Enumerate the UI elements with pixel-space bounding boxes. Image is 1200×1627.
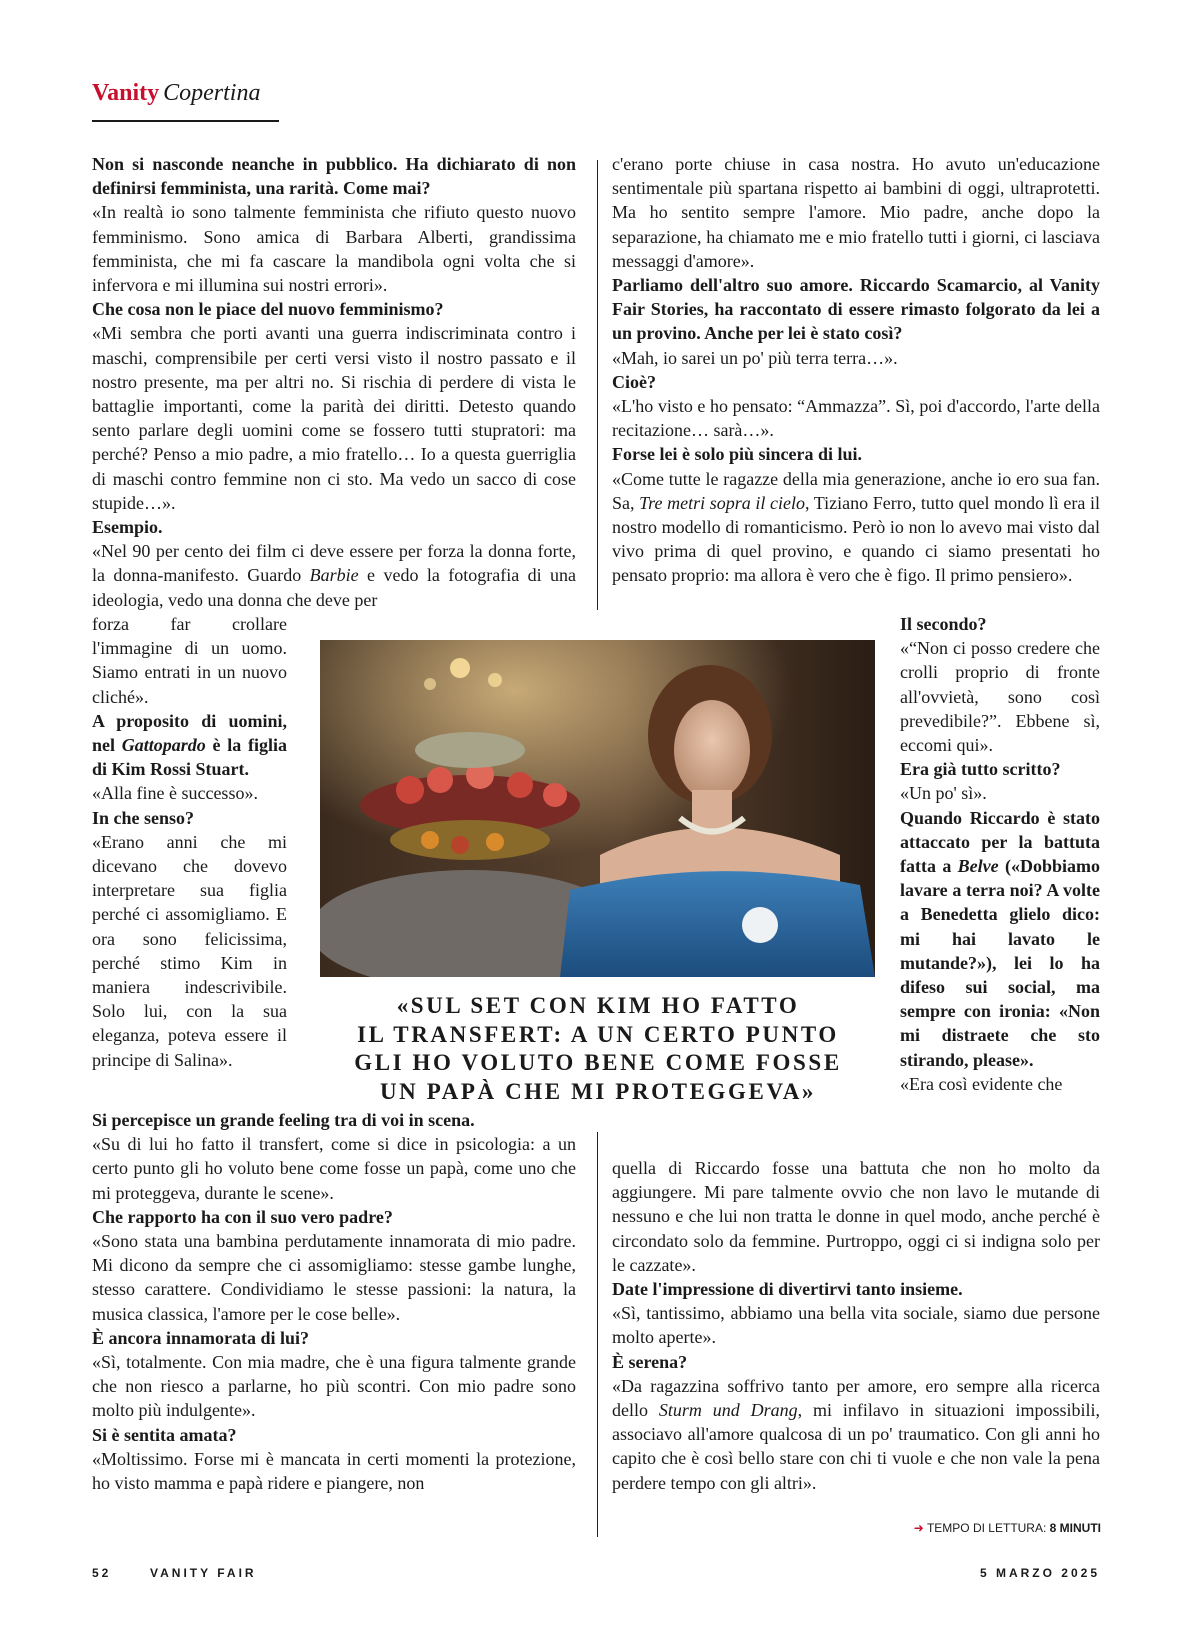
column-divider	[597, 1132, 598, 1537]
cover-photo	[320, 640, 875, 977]
question: Che rapporto ha con il suo vero padre?	[92, 1206, 393, 1227]
question: È serena?	[612, 1351, 688, 1372]
question: A proposito di uomini, nel Gattopardo è la figlia di Kim Rossi Stuart.	[92, 710, 287, 780]
article-col1-top	[92, 152, 576, 612]
answer: «“Non ci posso credere che crolli proprio di fronte all'ovvietà, sono così prevedibile?”. Ebbene sì, eccomi qui».	[900, 638, 1100, 756]
brand-logo: Vanity	[92, 80, 160, 106]
question: Esempio.	[92, 517, 163, 538]
article-col2-top	[612, 152, 1100, 588]
answer: «Mah, io sarei un po' più terra terra…».	[612, 347, 898, 368]
question: Parliamo dell'altro suo amore. Riccardo Scamarcio, al Vanity Fair Stories, ha raccontato di essere rimasto folgorato da lei a un provino. Anche per lei è stato così?	[612, 275, 1100, 344]
answer: «L'ho visto e ho pensato: “Ammazza”. Sì, poi d'accordo, l'arte della recitazione… sarà…».	[612, 396, 1100, 441]
arrow-right-icon: ➜	[913, 1521, 924, 1535]
answer: «Era così evidente che	[900, 1073, 1063, 1094]
answer: c'erano porte chiuse in casa nostra. Ho avuto un'educazione sentimentale più spartana rispetto ai bambini di oggi, ultraprotetti. Ma ho sentito sempre l'amore. Mio padre, anche dopo la separazione, ha chiamato me e mio fratello tutti i giorni, ci lasciava messaggi d'amore».	[612, 154, 1100, 271]
answer: «Su di lui ho fatto il transfert, come si dice in psicologia: a un certo punto gli ho voluto bene come fosse un papà, come uno che mi proteggeva, durante le scene».	[92, 1134, 576, 1203]
question: In che senso?	[92, 807, 195, 828]
issue-date: 5 MARZO 2025	[979, 1566, 1100, 1580]
answer: «In realtà io sono talmente femminista che rifiuto questo nuovo femminismo. Sono amica di Barbara Alberti, grandissima femminista, che mi fa cascare la mandibola ogni volta che si infervora e mi illumina sui nostri errori».	[92, 202, 576, 296]
answer: «Mi sembra che porti avanti una guerra indiscriminata contro i maschi, comprensibile per certi versi visto il nostro passato e il nostro presente, ma per altri no. Si rischia di perdere di vista le battaglie importanti, come la parità dei diritti. Detesto quando sento parlare degli uomini come se fossero tutti stupratori: ma perché? Penso a mio padre, a mio fratello… Io a questa guerriglia di maschi contro femmine non ci sto. Ma vedo un sacco di cose stupide…».	[92, 323, 576, 513]
question: Cioè?	[612, 371, 656, 392]
answer: «Un po' sì».	[900, 783, 987, 804]
column-divider	[597, 160, 598, 610]
article-col1-bottom	[92, 1108, 576, 1495]
question: Quando Riccardo è stato attaccato per la battuta fatta a Belve («Dobbiamo lavare a terra noi? A volte a Benedetta glielo dico: mi hai lavato le mutande?»), lei lo ha difeso sui social, ma sempre con ironia: «Non mi distraete che sto stirando, please».	[900, 807, 1101, 1070]
page-number: 52	[92, 1566, 112, 1580]
section-header	[92, 80, 279, 122]
question: Non si nasconde neanche in pubblico. Ha dichiarato di non definirsi femminista, una rarità. Come mai?	[92, 154, 576, 199]
answer: «Erano anni che mi dicevano che dovevo interpretare sua figlia perché ci assomigliamo. E ora sono felicissima, perché stimo Kim in maniera indescrivibile. Solo lui, con la sua eleganza, poteva essere il principe di Salina».	[92, 831, 287, 1070]
article-col2-narrow	[900, 612, 1100, 1096]
pull-quote: «SUL SET CON KIM HO FATTO IL TRANSFERT: A UN CERTO PUNTO GLI HO VOLUTO BENE COME FOSSE UN PAPÀ CHE MI PROTEGGEVA»	[354, 993, 842, 1104]
question: Forse lei è solo più sincera di lui.	[612, 444, 862, 465]
question: Era già tutto scritto?	[900, 759, 1061, 780]
question: Che cosa non le piace del nuovo femminismo?	[92, 299, 444, 320]
reading-time: ➜ TEMPO DI LETTURA: 8 MINUTI	[913, 1521, 1101, 1535]
article-col2-bottom	[612, 1156, 1100, 1495]
answer: «Sì, tantissimo, abbiamo una bella vita sociale, siamo due persone molto aperte».	[612, 1303, 1100, 1348]
answer: «Sono stata una bambina perdutamente innamorata di mio padre. Mi dicono da sempre che ci assomigliamo: stesse gambe lunghe, stesso carattere. Condividiamo le stesse passioni: la natura, la musica classica, l'amore per le cose belle».	[92, 1231, 576, 1324]
answer: «Da ragazzina soffrivo tanto per amore, ero sempre alla ricerca dello Sturm und Drang, mi infilavo in situazioni impossibili, associavo all'amore qualcosa di un po' traumatico. Con gli anni ho capito che è così bello stare con chi ti vuole e che non vale la pena perdere tempo con gli altri».	[612, 1375, 1100, 1493]
answer: forza far crollare l'immagine di un uomo. Siamo entrati in un nuovo cliché».	[92, 614, 287, 707]
answer: «Moltissimo. Forse mi è mancata in certi momenti la protezione, ho visto mamma e papà ridere e piangere, non	[92, 1448, 576, 1494]
magazine-name: VANITY FAIR	[150, 1566, 257, 1580]
question: Il secondo?	[900, 614, 987, 634]
answer: «Alla fine è successo».	[92, 783, 258, 804]
question: Si è sentita amata?	[92, 1424, 237, 1445]
question: È ancora innamorata di lui?	[92, 1327, 310, 1348]
answer: «Come tutte le ragazze della mia generazione, anche io ero sua fan. Sa, Tre metri sopra il cielo, Tiziano Ferro, tutto quel mondo lì era il nostro modello di romanticismo. Però io non lo avevo mai visto dal vivo prima di quel provino, e quando ci siamo presentati ho pensato proprio: ma allora è vero che è figo. Il primo pensiero».	[612, 468, 1101, 586]
section-title: Copertina	[163, 80, 261, 106]
answer: «Sì, totalmente. Con mia madre, che è una figura talmente grande che non riesco a parlarne, ho più scontri. Con mio padre sono molto più indulgente».	[92, 1352, 576, 1421]
article-col1-narrow	[92, 612, 287, 1072]
answer: «Nel 90 per cento dei film ci deve essere per forza la donna forte, la donna-manifesto. Guardo Barbie e vedo la fotografia di una ideologia, vedo una donna che deve per	[92, 541, 577, 610]
answer: quella di Riccardo fosse una battuta che non ho molto da aggiungere. Mi pare talmente ovvio che non lavo le mutande di nessuno e che lui non tratta le donne in quel modo, anche perché è circondato solo da femmine. Purtroppo, oggi ci si indigna solo per le cazzate».	[612, 1158, 1100, 1275]
question: Date l'impressione di divertirvi tanto insieme.	[612, 1279, 963, 1300]
question: Si percepisce un grande feeling tra di voi in scena.	[92, 1110, 475, 1130]
